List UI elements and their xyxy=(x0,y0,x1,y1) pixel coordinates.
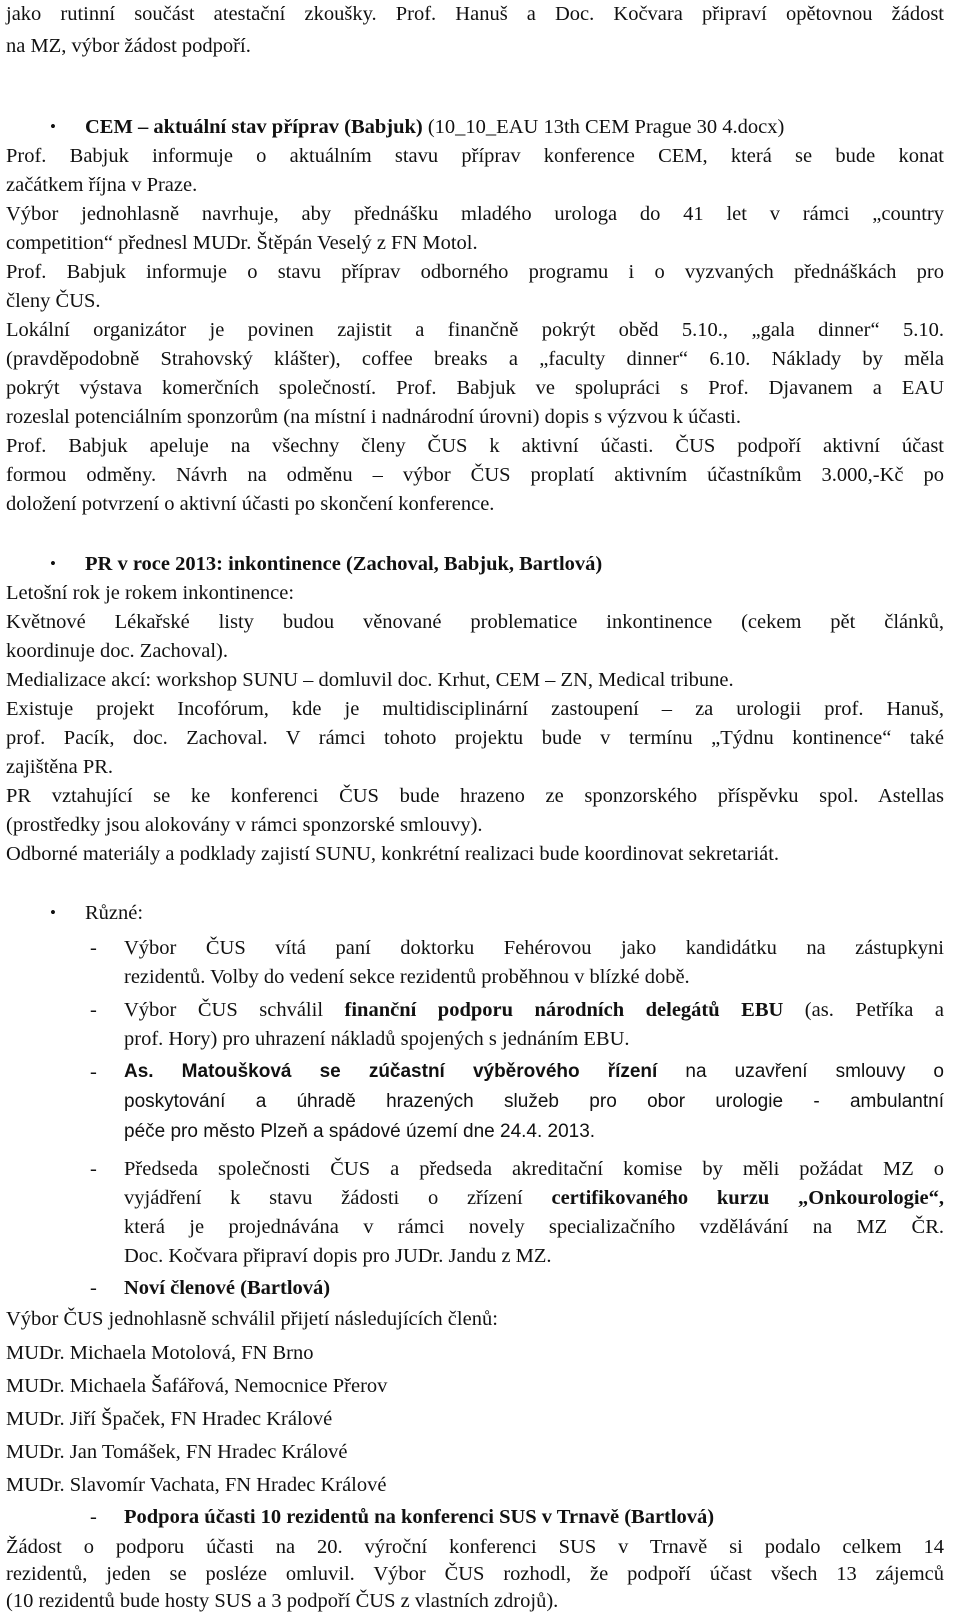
cem-line-1: Prof. Babjuk informuje o aktuálním stavu příprav konference CEM, která se bude konat xyxy=(6,145,944,167)
cem-heading-ref: (10_10_EAU 13th CEM Prague 30 4.docx) xyxy=(422,116,785,138)
member-1: MUDr. Michaela Motolová, FN Brno xyxy=(6,1342,314,1364)
ruzne-item-4-bold: certifikovaného kurzu „Onkourologie“, xyxy=(551,1187,944,1209)
cem-heading-title: CEM – aktuální stav příprav (Babjuk) xyxy=(85,116,423,138)
pr-heading xyxy=(85,552,602,576)
ruzne-item-4-line-1: Předseda společnosti ČUS a předseda akreditační komise by měli požádat MZ o xyxy=(124,1158,944,1180)
ruzne-item-3-dash: - xyxy=(90,1061,97,1083)
ruzne-item-4-line-2 xyxy=(124,1186,944,1210)
pr-heading-title: PR v roce 2013: inkontinence (Zachoval, Babjuk, Bartlová) xyxy=(85,553,603,575)
ruzne-item-4-pre: vyjádření k stavu žádosti o zřízení xyxy=(124,1187,552,1209)
ruzne-item-4-dash: - xyxy=(90,1158,97,1180)
ruzne-item-4-line-3: která je projednávána v rámci novely specializačního vzdělávání na MZ ČR. xyxy=(124,1216,944,1238)
pr-line-1: Letošní rok je rokem inkontinence: xyxy=(6,582,295,604)
ruzne-item-5-dash: - xyxy=(90,1277,97,1299)
pr-line-4: Medializace akcí: workshop SUNU – domluvil doc. Krhut, CEM – ZN, Medical tribune. xyxy=(6,669,734,691)
ruzne-item-2-pre: Výbor ČUS schválil xyxy=(124,999,345,1021)
noví-clenove-heading: Noví členové (Bartlová) xyxy=(124,1277,331,1299)
cem-line-5: Prof. Babjuk informuje o stavu příprav odborného programu i o vyzvaných přednáškách pro xyxy=(6,261,944,283)
sus-line-3: (10 rezidentů bude hosty SUS a 3 podpoří ČUS z vlastních zdrojů). xyxy=(6,1590,559,1612)
ruzne-item-2-bold: finanční podporu národních delegátů EBU xyxy=(344,999,784,1021)
ruzne-item-2-dash: - xyxy=(90,999,97,1021)
ruzne-item-2-line-1 xyxy=(124,998,944,1022)
cem-line-2: začátkem října v Praze. xyxy=(6,174,198,196)
member-5: MUDr. Slavomír Vachata, FN Hradec Králové xyxy=(6,1474,387,1496)
cem-line-8: (pravděpodobně Strahovský klášter), coffee breaks a „faculty dinner“ 6.10. Náklady by měla xyxy=(6,348,944,370)
pr-line-9: (prostředky jsou alokovány v rámci sponzorské smlouvy). xyxy=(6,814,483,836)
pr-line-5: Existuje projekt Incofórum, kde je multidisciplinární zastoupení – za urologii prof. Hanuš, xyxy=(6,698,944,720)
pr-line-10: Odborné materiály a podklady zajistí SUNU, konkrétní realizaci bude koordinovat sekretariát. xyxy=(6,843,780,865)
sus-line-2: rezidentů, jeden se posléze omluvil. Výbor ČUS rozhodl, že podpoří účast všech 13 zájemců xyxy=(6,1563,944,1585)
cem-line-12: formou odměny. Návrh na odměnu – výbor ČUS proplatí aktivním účastníkům 3.000,-Kč po xyxy=(6,464,944,486)
cem-line-7: Lokální organizátor je povinen zajistit a finančně pokrýt oběd 5.10., „gala dinner“ 5.10. xyxy=(6,319,944,341)
ruzne-item-1-line-2: rezidentů. Volby do vedení sekce rezidentů proběhnou v blízké době. xyxy=(124,966,690,988)
cem-line-4: competition“ přednesl MUDr. Štěpán Veselý z FN Motol. xyxy=(6,232,478,254)
ruzne-item-3-bold: As. Matoušková se zúčastní výběrového řízení xyxy=(124,1061,658,1082)
cem-line-10: rozeslal potenciálním sponzorům (na místní i nadnárodní úrovni) dopis s výzvou k účasti. xyxy=(6,406,742,428)
pr-line-8: PR vztahující se ke konferenci ČUS bude hrazeno ze sponzorského příspěvku spol. Astellas xyxy=(6,785,944,807)
ruzne-item-1-line-1: Výbor ČUS vítá paní doktorku Fehérovou jako kandidátku na zástupkyni xyxy=(124,937,944,959)
ruzne-item-3-post: na uzavření smlouvy o xyxy=(657,1061,944,1082)
pr-line-6: prof. Pacík, doc. Zachoval. V rámci tohoto projektu bude v termínu „Týdnu kontinence“ také xyxy=(6,727,944,749)
member-2: MUDr. Michaela Šafářová, Nemocnice Přerov xyxy=(6,1375,388,1397)
cem-heading xyxy=(85,115,784,139)
ruzne-item-2-post: (as. Petříka a xyxy=(783,999,945,1021)
ruzne-item-3-line-1 xyxy=(124,1060,944,1084)
cem-line-13: doložení potvrzení o aktivní účasti po skončení konference. xyxy=(6,493,495,515)
sus-heading xyxy=(124,1505,714,1529)
ruzne-bullet: • xyxy=(50,903,56,922)
ruzne-item-5-heading xyxy=(124,1276,330,1300)
cem-line-3: Výbor jednohlasně navrhuje, aby přednášku mladého urologa do 41 let v rámci „country xyxy=(6,203,944,225)
pr-line-7: zajištěna PR. xyxy=(6,756,114,778)
sus-dash: - xyxy=(90,1506,97,1528)
ruzne-item-2-line-2: prof. Hory) pro uhrazení nákladů spojených s jednáním EBU. xyxy=(124,1028,630,1050)
cem-line-11: Prof. Babjuk apeluje na všechny členy ČUS k aktivní účasti. ČUS podpoří aktivní účast xyxy=(6,435,944,457)
ruzne-item-3-line-3: péče pro město Plzeň a spádové území dne 24.4. 2013. xyxy=(124,1121,596,1142)
ruzne-item-1-dash: - xyxy=(90,937,97,959)
ruzne-item-3-line-2: poskytování a úhradě hrazených služeb pro obor urologie - ambulantní xyxy=(124,1091,944,1112)
ruzne-heading: Různé: xyxy=(85,902,144,924)
intro-line-2: na MZ, výbor žádost podpoří. xyxy=(6,35,251,57)
pr-line-3: koordinuje doc. Zachoval). xyxy=(6,640,229,662)
cem-line-9: pokrýt výstava komerčních společností. Prof. Babjuk ve spolupráci s Prof. Djavanem a EAU xyxy=(6,377,944,399)
cem-line-6: členy ČUS. xyxy=(6,290,101,312)
members-intro: Výbor ČUS jednohlasně schválil přijetí následujících členů: xyxy=(6,1308,498,1330)
member-3: MUDr. Jiří Špaček, FN Hradec Králové xyxy=(6,1408,333,1430)
member-4: MUDr. Jan Tomášek, FN Hradec Králové xyxy=(6,1441,348,1463)
sus-heading-title: Podpora účasti 10 rezidentů na konferenci SUS v Trnavě (Bartlová) xyxy=(124,1506,715,1528)
ruzne-item-4-line-4: Doc. Kočvara připraví dopis pro JUDr. Jandu z MZ. xyxy=(124,1245,552,1267)
intro-line-1: jako rutinní součást atestační zkoušky. Prof. Hanuš a Doc. Kočvara připraví opětovnou žádost xyxy=(6,3,944,25)
sus-line-1: Žádost o podporu účasti na 20. výroční konferenci SUS v Trnavě si podalo celkem 14 xyxy=(6,1536,944,1558)
pr-bullet: • xyxy=(50,554,56,573)
cem-bullet: • xyxy=(50,117,56,136)
pr-line-2: Květnové Lékařské listy budou věnované problematice inkontinence (cekem pět článků, xyxy=(6,611,944,633)
